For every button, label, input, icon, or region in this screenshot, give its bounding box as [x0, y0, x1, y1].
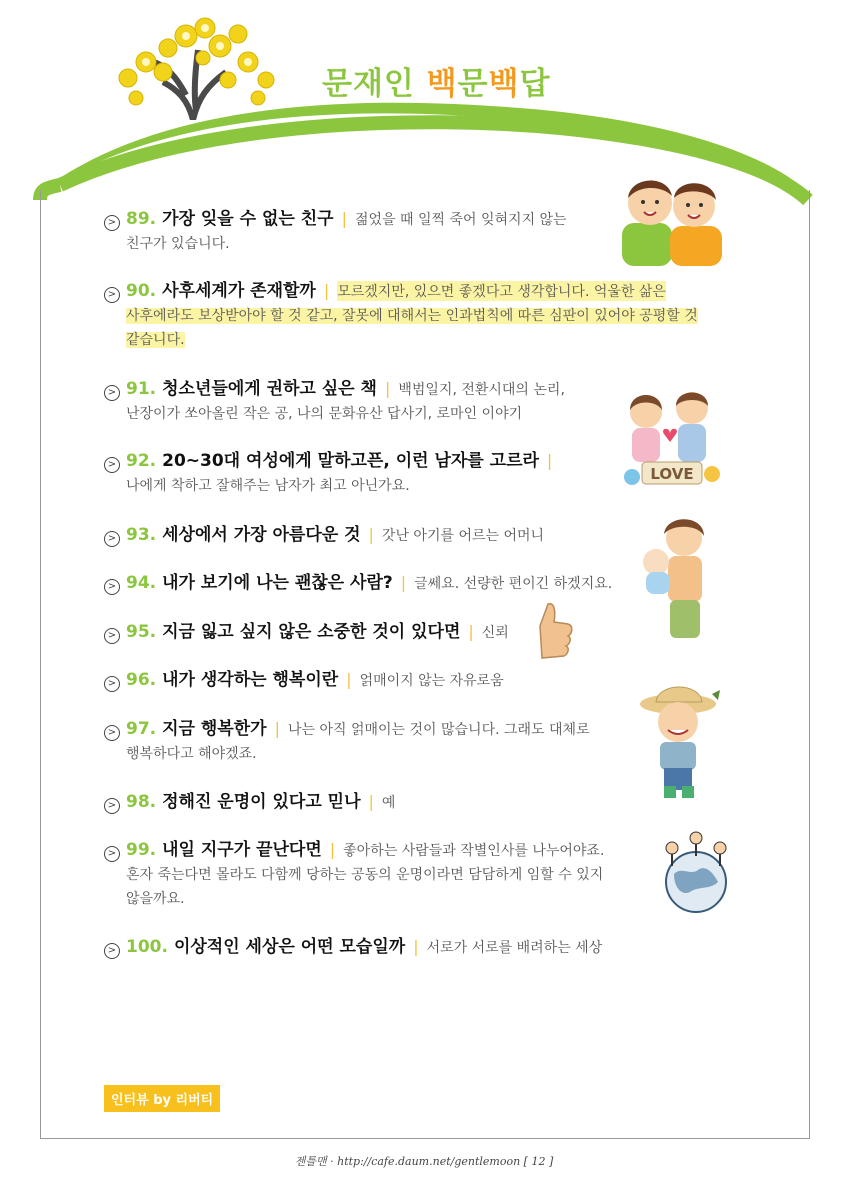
qa-item-94: > 94. 내가 보기에 나는 괜찮은 사람? | 글쎄요. 선량한 편이긴 하겠지요. — [104, 568, 724, 594]
thumbs-up-icon — [534, 600, 574, 662]
qa-item-93: > 93. 세상에서 가장 아름다운 것 | 갓난 아기를 어르는 어머니 — [104, 520, 724, 546]
qa-item-89: > 89. 가장 잊을 수 없는 친구 | 젊었을 때 일찍 죽어 잊혀지지 않는 친구가 있습니다. — [104, 204, 724, 256]
bullet-icon: > — [104, 798, 120, 814]
bullet-icon: > — [104, 579, 120, 595]
qa-item-96: > 96. 내가 생각하는 행복이란 | 얽매이지 않는 자유로움 — [104, 665, 724, 691]
qa-item-92: > 92. 20~30대 여성에게 말하고픈, 이런 남자를 고르라 | 나에게 착하고 잘해주는 남자가 최고 아닌가요. — [104, 446, 724, 498]
qa-item-97: > 97. 지금 행복한가 | 나는 아직 얽매이는 것이 많습니다. 그래도 대체로 행복하다고 해야겠죠. — [104, 714, 724, 766]
bullet-icon: > — [104, 287, 120, 303]
tree-icon — [108, 10, 278, 120]
bullet-icon: > — [104, 846, 120, 862]
bullet-icon: > — [104, 628, 120, 644]
qa-item-99: > 99. 내일 지구가 끝난다면 | 좋아하는 사람들과 작별인사를 나누어야죠. 혼자 죽는다면 몰라도 다함께 당하는 공동의 운명이라면 담담하게 임할 수 있지 않을까요. — [104, 835, 724, 911]
qa-item-91: > 91. 청소년들에게 권하고 싶은 책 | 백범일지, 전환시대의 논리, 난장이가 쏘아올린 작은 공, 나의 문화유산 답사기, 로마인 이야기 — [104, 374, 724, 426]
qa-item-100: > 100. 이상적인 세상은 어떤 모습일까 | 서로가 서로를 배려하는 세상 — [104, 932, 724, 958]
bullet-icon: > — [104, 531, 120, 547]
farmer-illustration — [630, 682, 730, 800]
two-friends-illustration — [618, 168, 726, 266]
mother-baby-illustration — [640, 516, 716, 640]
qa-item-98: > 98. 정해진 운명이 있다고 믿나 | 예 — [104, 787, 724, 813]
bullet-icon: > — [104, 725, 120, 741]
svg-text:LOVE: LOVE — [650, 465, 694, 483]
bullet-icon: > — [104, 457, 120, 473]
qa-item-90: > 90. 사후세계가 존재할까 | 모르겠지만, 있으면 좋겠다고 생각합니다. 억울한 삶은 사후에라도 보상받아야 할 것 같고, 잘못에 대해서는 인과법칙에 따른 심판이 있어야 공평할 것 같습니다. — [104, 276, 724, 352]
bullet-icon: > — [104, 943, 120, 959]
page-footer: 젠틀맨 · http://cafe.daum.net/gentlemoon [ 12 ] — [294, 1155, 554, 1168]
earth-people-illustration — [648, 826, 744, 916]
interview-credit-badge: 인터뷰 by 리버티 — [104, 1085, 220, 1112]
love-couple-illustration — [612, 382, 728, 494]
bullet-icon: > — [104, 676, 120, 692]
bullet-icon: > — [104, 385, 120, 401]
qa-item-95: > 95. 지금 잃고 싶지 않은 소중한 것이 있다면 | 신뢰 — [104, 617, 724, 643]
bullet-icon: > — [104, 215, 120, 231]
page-title: 문재인 백문백답 — [322, 66, 551, 102]
